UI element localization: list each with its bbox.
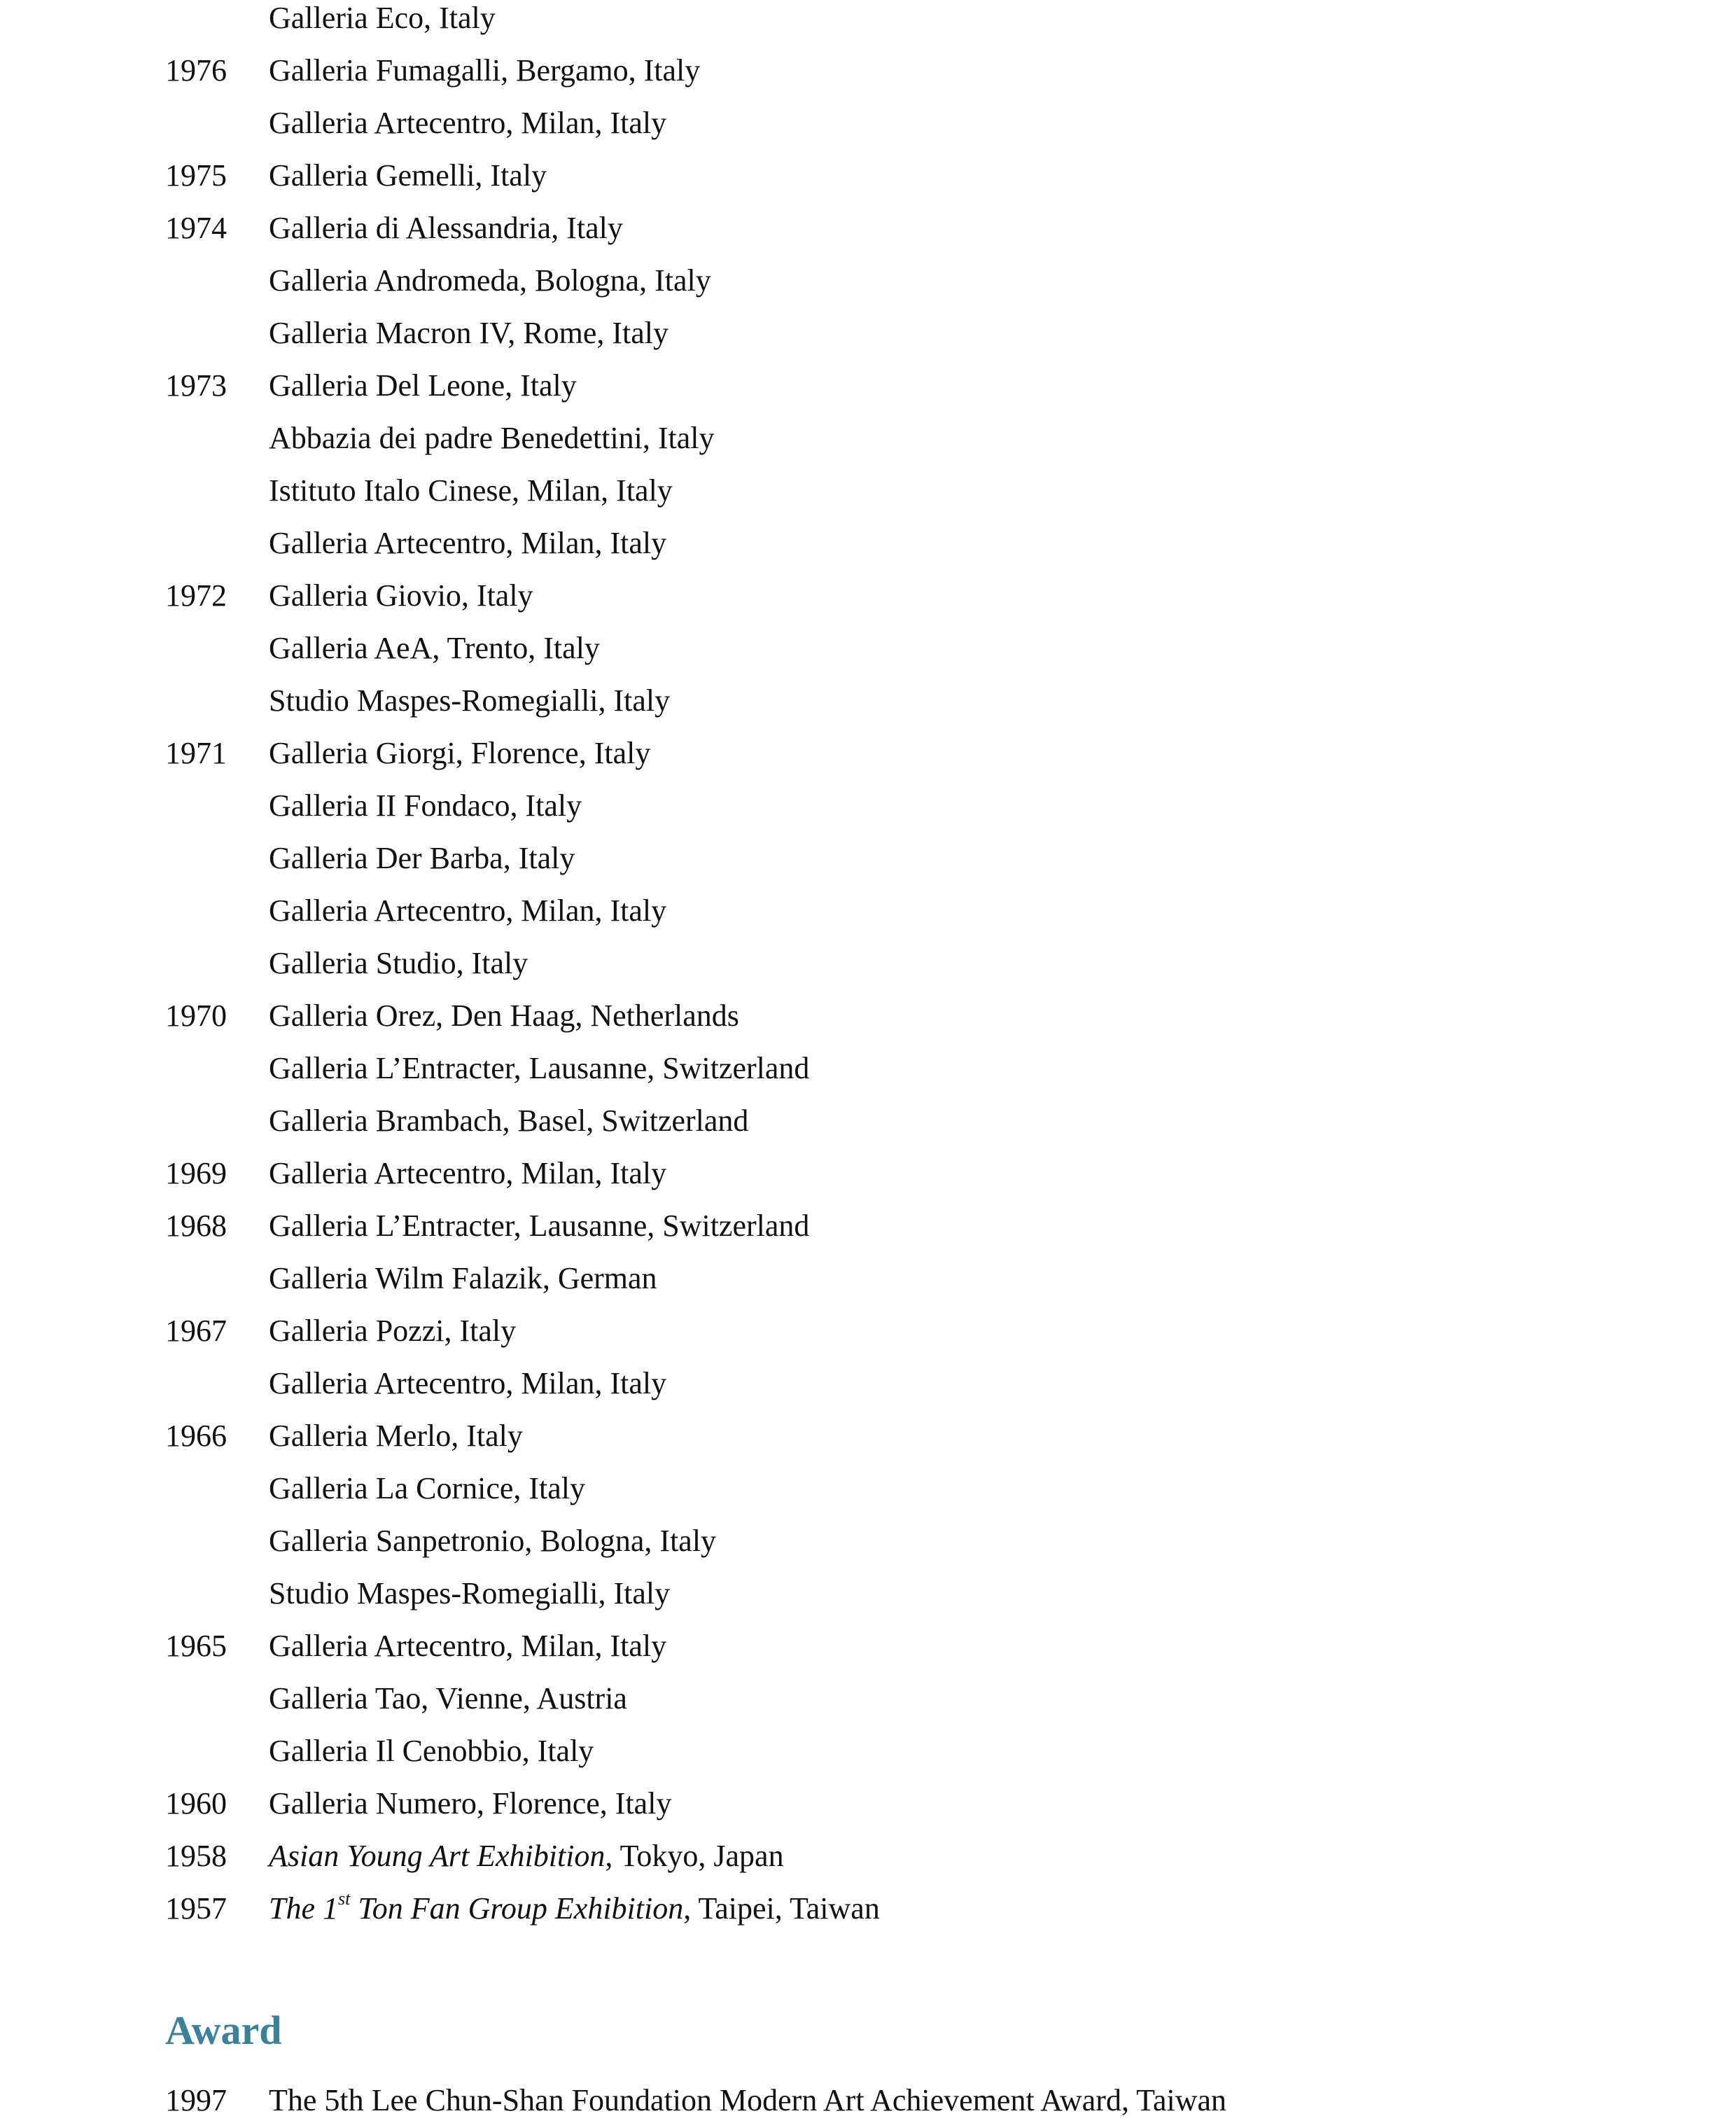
exhibition-location: , Taipei, Taiwan [683, 1891, 880, 1926]
exhibition-location: Galleria Studio, Italy [269, 946, 528, 980]
exhibition-venue [269, 468, 673, 513]
exhibition-row [0, 1361, 1736, 1414]
exhibition-venue [269, 731, 650, 776]
exhibition-row [0, 1151, 1736, 1204]
exhibition-location: Galleria Artecentro, Milan, Italy [269, 893, 667, 928]
exhibition-venue [269, 311, 668, 356]
exhibition-row [0, 1309, 1736, 1361]
exhibition-venue [269, 363, 577, 408]
exhibition-venue [269, 1151, 666, 1196]
exhibition-location: Galleria Orez, Den Haag, Netherlands [269, 998, 739, 1033]
exhibition-year: 1967 [165, 1314, 227, 1348]
award-year: 1997 [165, 2083, 227, 2117]
exhibition-location: Galleria La Cornice, Italy [269, 1471, 586, 1505]
exhibition-row [0, 206, 1736, 258]
exhibition-location: Galleria Gemelli, Italy [269, 158, 547, 193]
exhibition-venue [269, 0, 496, 41]
exhibition-year: 1974 [165, 211, 227, 245]
exhibition-row [0, 1256, 1736, 1309]
exhibition-location: Galleria L’Entracter, Lausanne, Switzerland [269, 1051, 810, 1085]
exhibition-title-rest: Ton Fan Group Exhibition [350, 1891, 684, 1926]
exhibition-location: Galleria Artecentro, Milan, Italy [269, 526, 667, 560]
exhibition-row [0, 1466, 1736, 1519]
exhibition-venue [269, 1729, 594, 1774]
exhibition-venue [269, 1204, 809, 1248]
exhibition-venue [269, 1466, 585, 1511]
exhibition-row [0, 1046, 1736, 1099]
exhibition-location: Galleria Pozzi, Italy [269, 1314, 517, 1348]
exhibition-row [0, 836, 1736, 889]
exhibition-venue [269, 1781, 671, 1826]
exhibition-location: , Tokyo, Japan [605, 1839, 784, 1873]
exhibition-location: Galleria Sanpetronio, Bologna, Italy [269, 1524, 717, 1558]
exhibition-year: 1958 [165, 1839, 227, 1873]
exhibition-venue [269, 258, 711, 303]
exhibition-year: 1966 [165, 1419, 227, 1453]
exhibition-row [0, 1834, 1736, 1886]
exhibition-year: 1965 [165, 1629, 227, 1663]
exhibition-location: Galleria Andromeda, Bologna, Italy [269, 263, 711, 298]
exhibition-year: 1960 [165, 1786, 227, 1821]
exhibition-year: 1968 [165, 1209, 227, 1243]
exhibition-row [0, 1204, 1736, 1256]
exhibition-location: Galleria Artecentro, Milan, Italy [269, 1366, 667, 1400]
exhibition-location: Galleria AeA, Trento, Italy [269, 631, 600, 665]
exhibition-venue [269, 48, 700, 93]
exhibition-row [0, 1571, 1736, 1624]
exhibition-location: Galleria Il Cenobbio, Italy [269, 1734, 594, 1768]
exhibition-row [0, 0, 1736, 48]
exhibition-location: Galleria Der Barba, Italy [269, 841, 575, 875]
exhibition-location: Abbazia dei padre Benedettini, Italy [269, 421, 715, 455]
exhibition-location: Galleria Macron IV, Rome, Italy [269, 316, 669, 350]
exhibition-venue [269, 1519, 716, 1564]
exhibition-venue [269, 784, 582, 828]
exhibition-row [0, 678, 1736, 731]
exhibition-row [0, 363, 1736, 416]
exhibition-location: Galleria Wilm Falazik, German [269, 1261, 657, 1295]
exhibition-year: 1975 [165, 158, 227, 193]
exhibition-venue [269, 1309, 516, 1353]
exhibition-venue [269, 889, 666, 933]
exhibition-location: Galleria Artecentro, Milan, Italy [269, 1156, 667, 1190]
exhibition-location: Galleria Tao, Vienne, Austria [269, 1681, 627, 1715]
exhibition-venue [269, 1834, 784, 1879]
exhibition-venue [269, 678, 670, 723]
exhibition-row [0, 941, 1736, 994]
exhibition-location: Galleria di Alessandria, Italy [269, 211, 623, 245]
exhibition-location: Galleria L’Entracter, Lausanne, Switzerland [269, 1209, 810, 1243]
exhibition-venue [269, 521, 666, 566]
award-text: The 5th Lee Chun-Shan Foundation Modern Art Achievement Award, Taiwan [269, 2083, 1227, 2117]
exhibition-location: Galleria Del Leone, Italy [269, 368, 577, 403]
exhibition-row [0, 626, 1736, 678]
exhibition-year: 1970 [165, 998, 227, 1033]
exhibition-location: Galleria II Fondaco, Italy [269, 788, 582, 823]
exhibition-venue [269, 1046, 809, 1091]
exhibition-location: Studio Maspes-Romegialli, Italy [269, 1576, 671, 1610]
exhibition-year: 1976 [165, 53, 227, 88]
exhibition-venue [269, 1361, 666, 1406]
exhibition-row [0, 258, 1736, 311]
award-row [0, 2078, 1736, 2123]
exhibition-row [0, 1519, 1736, 1571]
exhibition-venue [269, 206, 623, 251]
exhibition-year: 1957 [165, 1891, 227, 1926]
exhibition-row [0, 573, 1736, 626]
exhibition-row [0, 1886, 1736, 1939]
exhibition-venue [269, 941, 528, 986]
exhibition-row [0, 416, 1736, 468]
exhibition-row [0, 1729, 1736, 1781]
exhibition-location: Galleria Brambach, Basel, Switzerland [269, 1104, 749, 1138]
exhibition-venue [269, 573, 533, 618]
exhibition-row [0, 1414, 1736, 1466]
exhibition-location: Galleria Merlo, Italy [269, 1419, 523, 1453]
exhibition-year: 1972 [165, 578, 227, 613]
exhibition-location: Galleria Numero, Florence, Italy [269, 1786, 672, 1821]
exhibition-venue [269, 994, 739, 1038]
exhibition-row [0, 1099, 1736, 1151]
exhibition-row [0, 101, 1736, 153]
exhibition-year: 1969 [165, 1156, 227, 1190]
exhibition-location: Galleria Giovio, Italy [269, 578, 533, 613]
exhibition-venue [269, 416, 715, 461]
exhibition-row [0, 994, 1736, 1046]
exhibition-location: Galleria Giorgi, Florence, Italy [269, 736, 651, 770]
exhibition-location: Galleria Artecentro, Milan, Italy [269, 106, 667, 140]
exhibition-venue [269, 1571, 670, 1616]
exhibition-venue [269, 1414, 523, 1459]
exhibition-row [0, 48, 1736, 101]
exhibition-location: Galleria Fumagalli, Bergamo, Italy [269, 53, 701, 88]
section-heading-award: Award [165, 2007, 282, 2053]
ordinal-suffix: st [338, 1888, 351, 1909]
exhibition-row [0, 1676, 1736, 1729]
exhibition-venue [269, 1099, 748, 1143]
exhibition-venue [269, 626, 600, 671]
exhibition-row [0, 521, 1736, 573]
exhibition-row [0, 1624, 1736, 1676]
exhibition-venue [269, 836, 575, 881]
exhibition-location: Galleria Artecentro, Milan, Italy [269, 1629, 667, 1663]
exhibition-year: 1971 [165, 736, 227, 770]
exhibition-location: Galleria Eco, Italy [269, 1, 496, 35]
exhibition-venue [269, 153, 547, 198]
exhibition-venue [269, 1624, 666, 1669]
exhibition-location: Studio Maspes-Romegialli, Italy [269, 683, 671, 718]
exhibition-row [0, 311, 1736, 363]
exhibition-venue [269, 1886, 880, 1931]
exhibition-title: Asian Young Art Exhibition [269, 1839, 606, 1873]
exhibition-venue [269, 101, 666, 146]
exhibition-venue [269, 1676, 627, 1721]
exhibition-row [0, 153, 1736, 206]
exhibition-row [0, 1781, 1736, 1834]
exhibition-title: The 1 [269, 1891, 338, 1926]
exhibition-row [0, 731, 1736, 784]
exhibition-row [0, 889, 1736, 941]
exhibition-year: 1973 [165, 368, 227, 403]
exhibition-location: Istituto Italo Cinese, Milan, Italy [269, 473, 673, 508]
exhibition-row [0, 468, 1736, 521]
exhibition-venue [269, 1256, 657, 1301]
exhibition-row [0, 784, 1736, 836]
